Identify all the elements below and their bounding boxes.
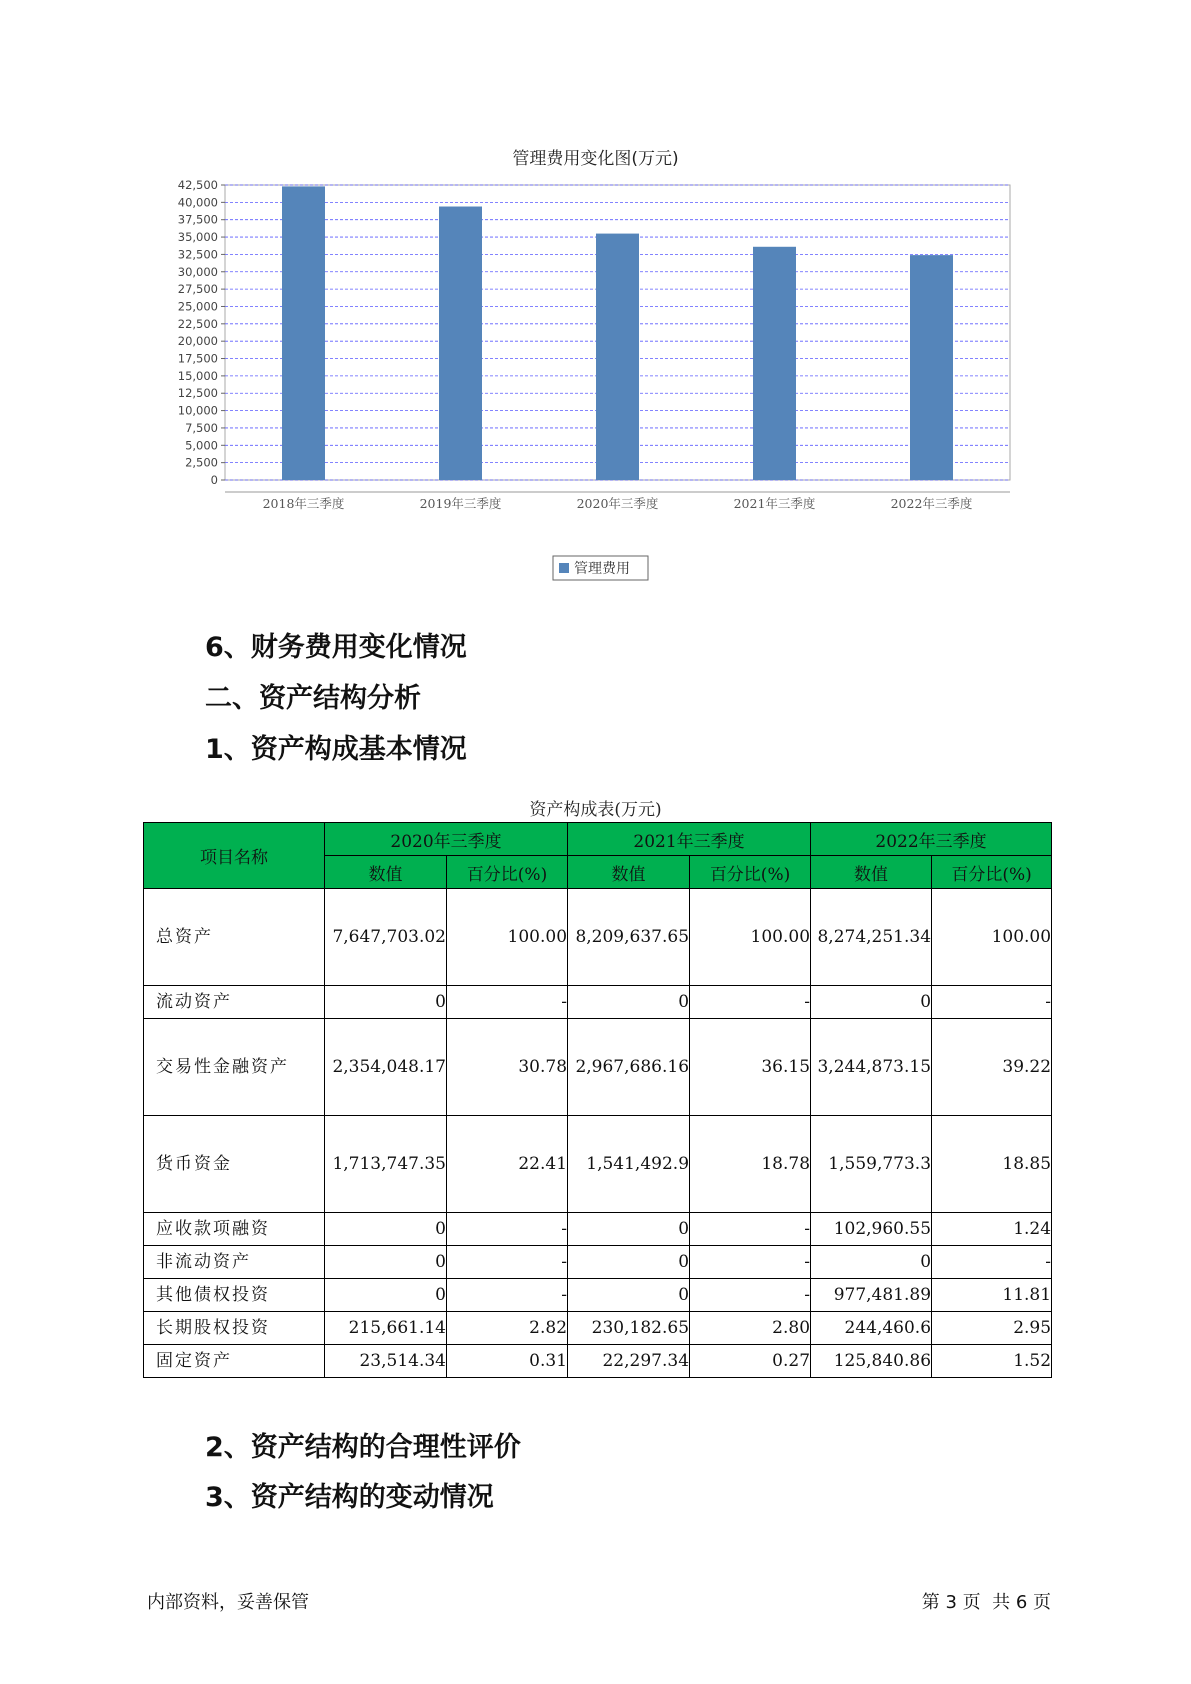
cell-percent: - xyxy=(447,986,568,1019)
table-row xyxy=(144,1246,1052,1279)
asset-composition-table xyxy=(143,822,1052,1378)
cell-value: 0 xyxy=(811,986,932,1019)
x-tick-label: 2019年三季度 xyxy=(419,496,502,511)
cell-percent: - xyxy=(690,1246,811,1279)
header-period: 2021年三季度 xyxy=(568,823,811,856)
table-row xyxy=(144,1312,1052,1345)
y-tick-label: 15,000 xyxy=(177,368,218,383)
cell-value: 0 xyxy=(568,1246,690,1279)
cell-value: 0 xyxy=(325,1246,447,1279)
cell-percent: - xyxy=(447,1279,568,1312)
table-row xyxy=(144,1279,1052,1312)
y-tick-label: 37,500 xyxy=(177,212,218,227)
header-value: 数值 xyxy=(811,856,932,889)
legend-label: 管理费用 xyxy=(574,561,630,577)
row-label: 长期股权投资 xyxy=(144,1312,325,1345)
row-label: 固定资产 xyxy=(144,1345,325,1378)
y-tick-label: 40,000 xyxy=(177,195,218,210)
row-label: 应收款项融资 xyxy=(144,1213,325,1246)
header-value: 数值 xyxy=(568,856,690,889)
cell-value: 0 xyxy=(568,1213,690,1246)
cell-value: 23,514.34 xyxy=(325,1345,447,1378)
y-tick-label: 32,500 xyxy=(177,247,218,262)
cell-value: 1,559,773.3 xyxy=(811,1116,932,1213)
cell-percent: 2.95 xyxy=(932,1312,1052,1345)
cell-value: 0 xyxy=(325,1213,447,1246)
heading-structure-evaluation: 2、资产结构的合理性评价 xyxy=(205,1432,521,1463)
legend-swatch xyxy=(559,563,569,573)
cell-percent: 1.24 xyxy=(932,1213,1052,1246)
y-tick-label: 22,500 xyxy=(177,316,218,331)
header-percent: 百分比(%) xyxy=(447,856,568,889)
cell-value: 8,274,251.34 xyxy=(811,889,932,986)
cell-percent: 0.27 xyxy=(690,1345,811,1378)
y-tick-label: 35,000 xyxy=(177,230,218,245)
cell-percent: - xyxy=(690,986,811,1019)
cell-percent: - xyxy=(690,1213,811,1246)
heading-asset-composition: 1、资产构成基本情况 xyxy=(205,734,467,765)
cell-percent: 0.31 xyxy=(447,1345,568,1378)
cell-value: 0 xyxy=(325,986,447,1019)
cell-value: 244,460.6 xyxy=(811,1312,932,1345)
cell-value: 3,244,873.15 xyxy=(811,1019,932,1116)
table-title: 资产构成表(万元) xyxy=(529,800,662,820)
table-row xyxy=(144,1345,1052,1378)
cell-percent: - xyxy=(932,1246,1052,1279)
row-label: 流动资产 xyxy=(144,986,325,1019)
table-row xyxy=(144,1116,1052,1213)
y-tick-label: 27,500 xyxy=(177,282,218,297)
bar xyxy=(439,207,482,480)
cell-percent: 39.22 xyxy=(932,1019,1052,1116)
footer-page-number: 第 3 页 共 6 页 xyxy=(921,1592,1051,1613)
cell-value: 230,182.65 xyxy=(568,1312,690,1345)
cell-percent: - xyxy=(447,1213,568,1246)
row-label: 非流动资产 xyxy=(144,1246,325,1279)
bar xyxy=(282,186,325,480)
cell-value: 2,354,048.17 xyxy=(325,1019,447,1116)
header-percent: 百分比(%) xyxy=(932,856,1052,889)
cell-percent: 36.15 xyxy=(690,1019,811,1116)
bar xyxy=(596,234,639,480)
cell-value: 0 xyxy=(568,1279,690,1312)
cell-percent: 2.82 xyxy=(447,1312,568,1345)
y-tick-label: 17,500 xyxy=(177,351,218,366)
cell-percent: 100.00 xyxy=(690,889,811,986)
header-item-name: 项目名称 xyxy=(144,823,325,889)
table-row xyxy=(144,986,1052,1019)
bar xyxy=(910,255,953,480)
header-value: 数值 xyxy=(325,856,447,889)
cell-value: 0 xyxy=(811,1246,932,1279)
cell-percent: 100.00 xyxy=(932,889,1052,986)
y-tick-label: 10,000 xyxy=(177,403,218,418)
heading-structure-change: 3、资产结构的变动情况 xyxy=(205,1482,494,1513)
row-label: 交易性金融资产 xyxy=(144,1019,325,1116)
row-label: 货币资金 xyxy=(144,1116,325,1213)
table-row xyxy=(144,1019,1052,1116)
cell-value: 0 xyxy=(568,986,690,1019)
cell-value: 125,840.86 xyxy=(811,1345,932,1378)
cell-value: 2,967,686.16 xyxy=(568,1019,690,1116)
heading-finance-expense: 6、财务费用变化情况 xyxy=(205,632,467,663)
header-percent: 百分比(%) xyxy=(690,856,811,889)
cell-value: 1,541,492.9 xyxy=(568,1116,690,1213)
table-row xyxy=(144,889,1052,986)
cell-percent: 2.80 xyxy=(690,1312,811,1345)
y-tick-label: 2,500 xyxy=(185,455,218,470)
x-tick-label: 2018年三季度 xyxy=(262,496,345,511)
y-tick-label: 30,000 xyxy=(177,264,218,279)
cell-percent: 30.78 xyxy=(447,1019,568,1116)
bar xyxy=(753,247,796,480)
y-tick-label: 7,500 xyxy=(185,420,218,435)
header-period: 2020年三季度 xyxy=(325,823,568,856)
cell-value: 102,960.55 xyxy=(811,1213,932,1246)
cell-percent: 11.81 xyxy=(932,1279,1052,1312)
cell-value: 1,713,747.35 xyxy=(325,1116,447,1213)
x-tick-label: 2022年三季度 xyxy=(890,496,973,511)
cell-percent: - xyxy=(690,1279,811,1312)
cell-value: 977,481.89 xyxy=(811,1279,932,1312)
y-tick-label: 5,000 xyxy=(185,438,218,453)
y-tick-label: 25,000 xyxy=(177,299,218,314)
y-tick-label: 42,500 xyxy=(177,180,218,192)
x-tick-label: 2021年三季度 xyxy=(733,496,816,511)
management-expense-chart xyxy=(150,180,1020,590)
cell-value: 215,661.14 xyxy=(325,1312,447,1345)
footer-confidential-note: 内部资料，妥善保管 xyxy=(147,1592,309,1613)
cell-value: 8,209,637.65 xyxy=(568,889,690,986)
cell-value: 7,647,703.02 xyxy=(325,889,447,986)
y-tick-label: 0 xyxy=(210,473,218,487)
row-label: 其他债权投资 xyxy=(144,1279,325,1312)
cell-value: 22,297.34 xyxy=(568,1345,690,1378)
x-tick-label: 2020年三季度 xyxy=(576,496,659,511)
cell-percent: 22.41 xyxy=(447,1116,568,1213)
table-row xyxy=(144,1213,1052,1246)
y-tick-label: 12,500 xyxy=(177,386,218,401)
chart-title: 管理费用变化图(万元) xyxy=(512,149,679,169)
cell-percent: 1.52 xyxy=(932,1345,1052,1378)
cell-percent: 100.00 xyxy=(447,889,568,986)
row-label: 总资产 xyxy=(144,889,325,986)
cell-percent: 18.78 xyxy=(690,1116,811,1213)
cell-percent: - xyxy=(932,986,1052,1019)
heading-asset-structure: 二、资产结构分析 xyxy=(205,683,421,714)
cell-percent: 18.85 xyxy=(932,1116,1052,1213)
y-tick-label: 20,000 xyxy=(177,334,218,349)
header-period: 2022年三季度 xyxy=(811,823,1052,856)
cell-percent: - xyxy=(447,1246,568,1279)
cell-value: 0 xyxy=(325,1279,447,1312)
